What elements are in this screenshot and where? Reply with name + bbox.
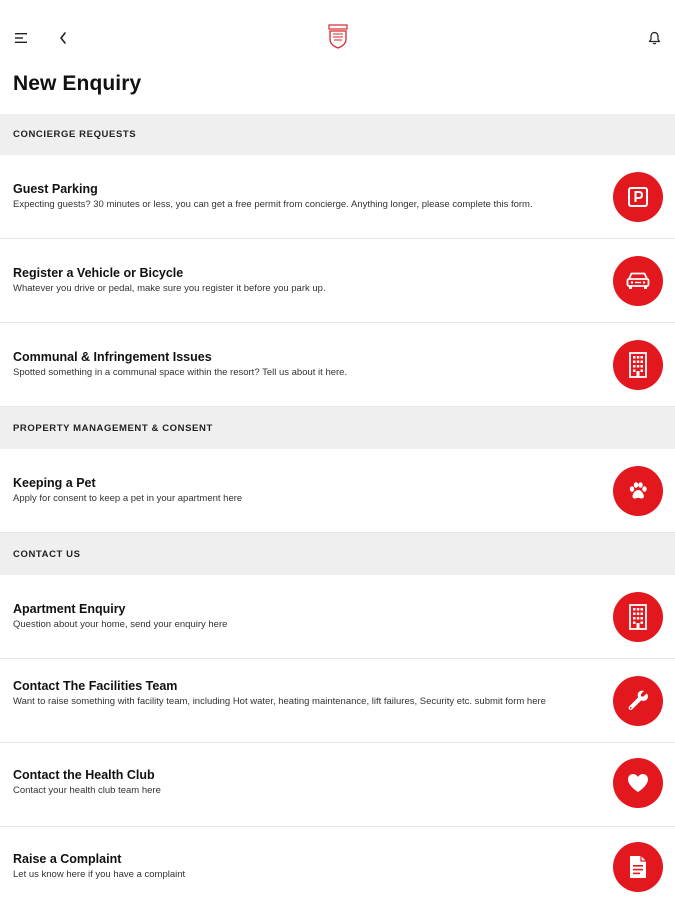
crest-logo-icon — [323, 22, 353, 52]
parking-icon — [613, 172, 663, 222]
page-title: New Enquiry — [13, 72, 142, 95]
item-description: Want to raise something with facility team, including Hot water, heating maintenance, lift failures, Security etc. submit form here — [13, 696, 546, 707]
item-description: Contact your health club team here — [13, 785, 161, 796]
item-description: Question about your home, send your enquiry here — [13, 619, 228, 630]
list-item-keeping-a-pet[interactable] — [0, 449, 675, 533]
hamburger-menu-icon[interactable] — [10, 28, 32, 48]
list-item-register-vehicle[interactable] — [0, 239, 675, 323]
bell-icon[interactable] — [643, 27, 665, 49]
car-icon — [613, 256, 663, 306]
item-title: Raise a Complaint — [13, 852, 122, 866]
item-description: Spotted something in a communal space within the resort? Tell us about it here. — [13, 367, 348, 378]
item-title: Communal & Infringement Issues — [13, 350, 212, 364]
item-title: Guest Parking — [13, 182, 98, 196]
building-icon — [613, 592, 663, 642]
item-description: Expecting guests? 30 minutes or less, you can get a free permit from concierge. Anything longer, please complete this form. — [13, 199, 533, 210]
list-item-health-club[interactable] — [0, 743, 675, 827]
top-app-bar — [0, 0, 675, 72]
heart-icon — [613, 758, 663, 808]
section-header-concierge-requests: CONCIERGE REQUESTS — [0, 114, 675, 155]
item-description: Whatever you drive or pedal, make sure you register it before you park up. — [13, 283, 326, 294]
paw-icon — [613, 466, 663, 516]
item-description: Let us know here if you have a complaint — [13, 869, 186, 880]
item-title: Register a Vehicle or Bicycle — [13, 266, 184, 280]
list-item-guest-parking[interactable] — [0, 155, 675, 239]
section-header-contact-us: CONTACT US — [0, 533, 675, 575]
item-title: Apartment Enquiry — [13, 602, 126, 616]
document-icon — [613, 842, 663, 892]
section-header-property-management: PROPERTY MANAGEMENT & CONSENT — [0, 407, 675, 449]
chevron-left-icon[interactable] — [52, 28, 74, 48]
list-item-communal-issues[interactable] — [0, 323, 675, 407]
item-title: Keeping a Pet — [13, 476, 96, 490]
list-item-facilities-team[interactable] — [0, 659, 675, 743]
building-icon — [613, 340, 663, 390]
wrench-icon — [613, 676, 663, 726]
item-title: Contact The Facilities Team — [13, 679, 178, 693]
list-item-raise-complaint[interactable] — [0, 827, 675, 900]
list-item-apartment-enquiry[interactable] — [0, 575, 675, 659]
item-description: Apply for consent to keep a pet in your apartment here — [13, 493, 243, 504]
item-title: Contact the Health Club — [13, 768, 155, 782]
